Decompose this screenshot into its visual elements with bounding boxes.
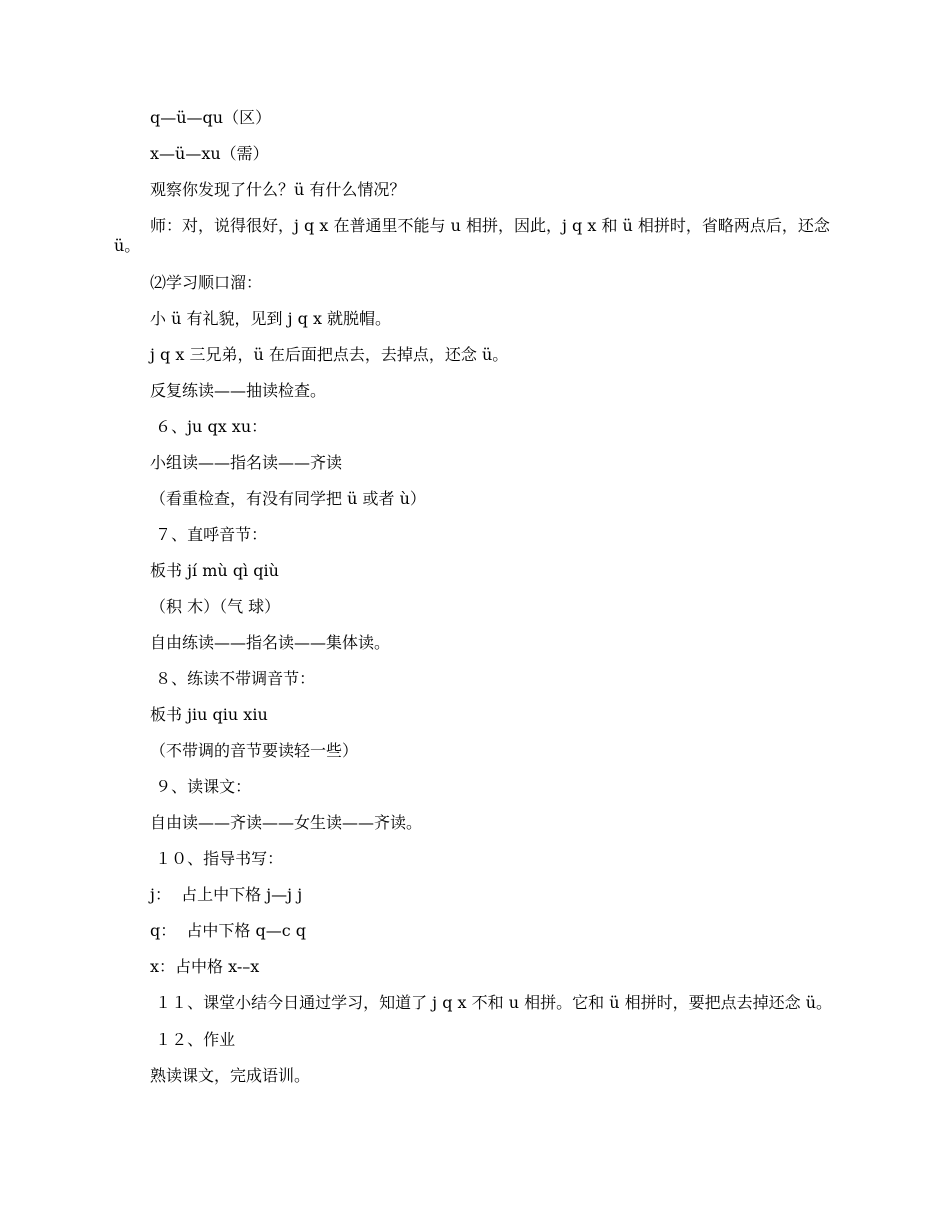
paragraph-4: 师：对，说得很好，j q x 在普通里不能与 u 相拼，因此，j q x 和 ü 相拼时，省略两点后，还念 ü。 bbox=[114, 216, 836, 255]
paragraph-12: ７、直呼音节： bbox=[150, 525, 268, 544]
paragraph-15: 自由练读——指名读——集体读。 bbox=[150, 633, 391, 652]
paragraph-26: １２、作业 bbox=[150, 1030, 236, 1049]
paragraph-22: j： 占上中下格 j—j j bbox=[150, 885, 303, 904]
paragraph-27: 熟读课文，完成语训。 bbox=[150, 1066, 311, 1085]
paragraph-13: 板书 jí mù qì qiù bbox=[150, 561, 279, 580]
paragraph-11: （看重检查，有没有同学把 ü 或者 ù） bbox=[150, 489, 426, 508]
paragraph-8: 反复练读——抽读检查。 bbox=[150, 381, 327, 400]
paragraph-6: 小 ü 有礼貌，见到 j q x 就脱帽。 bbox=[150, 309, 392, 328]
paragraph-18: （不带调的音节要读轻一些） bbox=[150, 741, 359, 760]
paragraph-19: ９、读课文： bbox=[150, 777, 252, 796]
paragraph-1: q—ü—qu（区） bbox=[150, 108, 272, 127]
paragraph-9: ６、ju qx xu： bbox=[150, 417, 268, 436]
paragraph-2: x—ü—xu（需） bbox=[150, 144, 269, 163]
paragraph-20: 自由读——齐读——女生读——齐读。 bbox=[150, 813, 423, 832]
paragraph-5: ⑵学习顺口溜： bbox=[150, 273, 263, 292]
paragraph-17: 板书 jiu qiu xiu bbox=[150, 705, 268, 724]
paragraph-7: j q x 三兄弟，ü 在后面把点去，去掉点，还念 ü。 bbox=[150, 345, 509, 364]
document-body bbox=[114, 108, 838, 1102]
paragraph-23: q： 占中下格 q—c q bbox=[150, 921, 307, 940]
paragraph-25: １１、课堂小结今日通过学习，知道了 j q x 不和 u 相拼。它和 ü 相拼时，要把点去掉还念 ü。 bbox=[150, 993, 833, 1012]
paragraph-14: （积 木）（气 球） bbox=[150, 597, 281, 616]
paragraph-10: 小组读——指名读——齐读 bbox=[150, 453, 343, 472]
paragraph-3: 观察你发现了什么？ü 有什么情况？ bbox=[150, 180, 406, 199]
paragraph-21: １０、指导书写： bbox=[150, 849, 284, 868]
paragraph-16: ８、练读不带调音节： bbox=[150, 669, 316, 688]
paragraph-24: x：占中格 x-–x bbox=[150, 957, 260, 976]
